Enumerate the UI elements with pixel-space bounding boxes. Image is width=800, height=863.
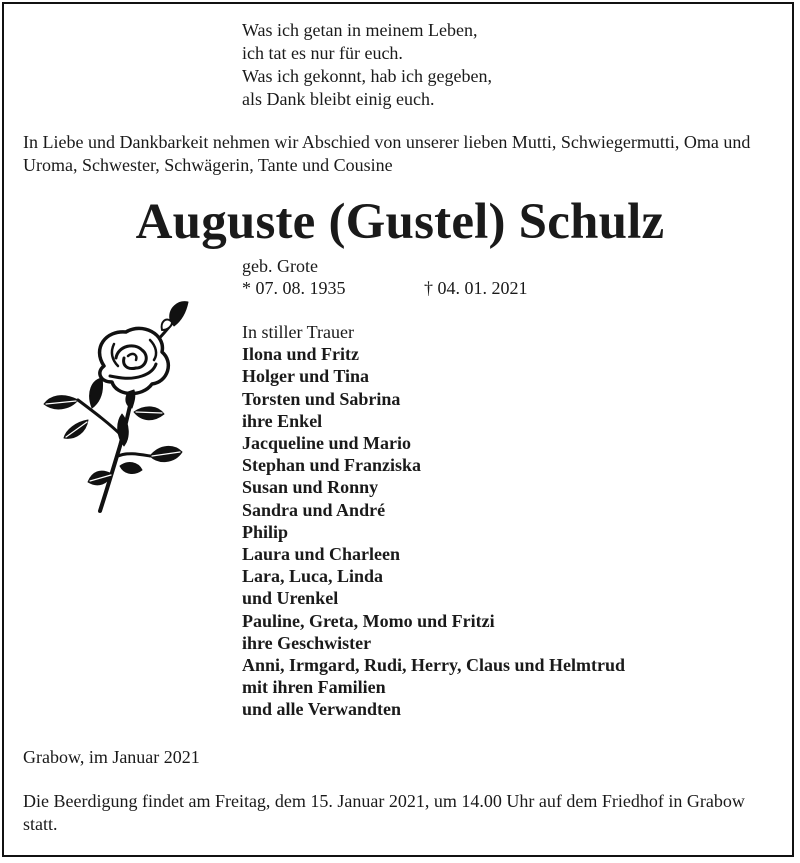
poem-line: ich tat es nur für euch.: [242, 43, 403, 63]
poem-line: Was ich getan in meinem Leben,: [242, 20, 478, 40]
mourner-line: Holger und Tina: [242, 366, 370, 387]
mourner-line: Stephan und Franziska: [242, 455, 422, 476]
mourner-line: ihre Enkel: [242, 410, 323, 431]
mourner-line: mit ihren Familien: [242, 677, 386, 698]
deceased-name: Auguste (Gustel) Schulz: [135, 194, 665, 250]
intro-text: In Liebe und Dankbarkeit nehmen wir Abschied von unserer lieben Mutti, Schwiegermutti, Oma und Uroma, Schwester, Schwägerin, Tante und Cousine: [23, 132, 751, 175]
place-date: Grabow, im Januar 2021: [23, 747, 200, 767]
mourner-line: Jacqueline und Mario: [242, 433, 412, 454]
mourner-line: Torsten und Sabrina: [242, 388, 401, 409]
birth-info: [242, 255, 528, 299]
mourner-line: Susan und Ronny: [242, 477, 379, 498]
mourner-line: Lara, Luca, Linda: [242, 566, 384, 587]
mourner-line: Sandra und André: [242, 499, 386, 520]
life-dates: [242, 277, 528, 299]
mourner-line: und Urenkel: [242, 588, 339, 609]
rose-icon: [42, 296, 192, 516]
mourner-line: Anni, Irmgard, Rudi, Herry, Claus und Helmtrud: [242, 655, 626, 676]
mourners-list: [242, 321, 625, 721]
mourners-heading: In stiller Trauer: [242, 322, 354, 342]
maiden-name: geb. Grote: [242, 256, 318, 276]
mourner-line: ihre Geschwister: [242, 632, 372, 653]
mourner-line: Pauline, Greta, Momo und Fritzi: [242, 610, 495, 631]
poem-line: als Dank bleibt einig euch.: [242, 89, 435, 109]
funeral-info: Die Beerdigung findet am Freitag, dem 15. Januar 2021, um 14.00 Uhr auf dem Friedhof in Grabow statt.: [23, 791, 745, 834]
death-date: † 04. 01. 2021: [424, 278, 528, 298]
mourner-line: und alle Verwandten: [242, 699, 402, 720]
poem-line: Was ich gekonnt, hab ich gegeben,: [242, 66, 492, 86]
mourner-line: Laura und Charleen: [242, 544, 401, 565]
birth-date: * 07. 08. 1935: [242, 278, 346, 298]
poem: [242, 19, 492, 111]
mourner-line: Philip: [242, 521, 289, 542]
mourner-line: Ilona und Fritz: [242, 344, 360, 365]
